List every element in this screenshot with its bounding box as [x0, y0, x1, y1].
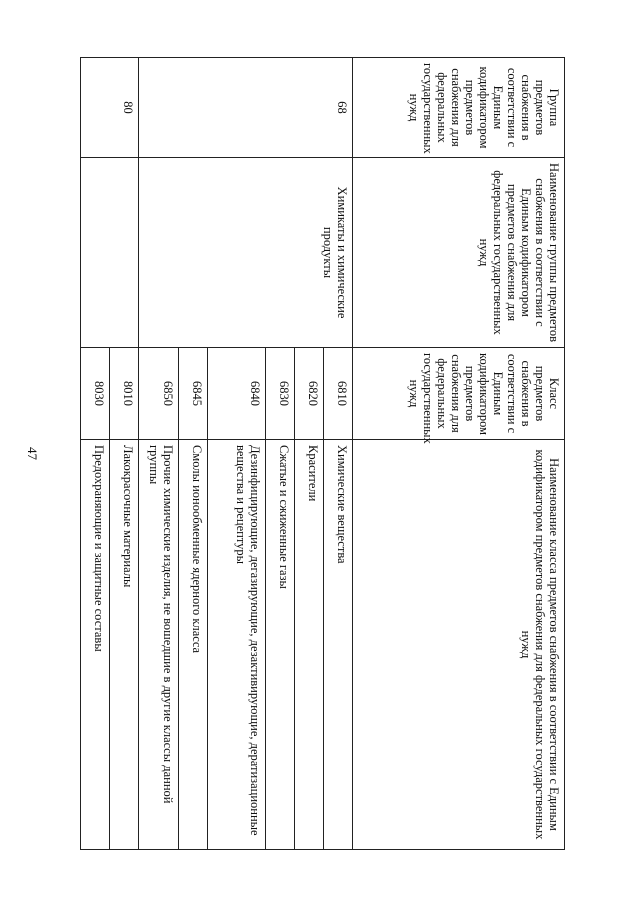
class-name-cell: Предохраняющие и защитные составы	[81, 440, 110, 850]
table-row	[110, 58, 139, 850]
class-code-cell: 6810	[324, 348, 353, 440]
class-code-cell: 6820	[295, 348, 324, 440]
class-code-cell: 8030	[81, 348, 110, 440]
class-code-cell: 6845	[179, 348, 208, 440]
group-name-cell: Химикаты и химические продукты	[139, 158, 353, 348]
page-number: 47	[25, 447, 40, 460]
class-name-cell: Лакокрасочные материалы	[110, 440, 139, 850]
header-class-name: Наименование класса предметов снабжения в соответствии с Единым кодификатором предметов снабжения для федеральных государственных нужд	[353, 440, 565, 850]
class-name-cell: Дезинфицирующие, дегазирующие, дезактивирующие, дератизационные вещества и рецептуры	[208, 440, 266, 850]
header-group-code: Группа предметов снабжения в соответствии с Единым кодификатором предметов снабжения для федеральных государственных нужд	[353, 58, 565, 158]
class-code-cell: 6830	[266, 348, 295, 440]
header-group-name: Наименование группы предметов снабжения в соответствии с Единым кодификатором предметов снабжения для федеральных государственных нужд	[353, 158, 565, 348]
group-code-cell: 68	[139, 58, 353, 158]
supply-classes-table	[80, 57, 565, 850]
header-class-code: Класс предметов снабжения в соответствии с Единым кодификатором предметов снабжения для федеральных государственных нужд	[353, 348, 565, 440]
rotated-table-container	[81, 57, 565, 849]
class-code-cell: 6840	[208, 348, 266, 440]
class-name-cell: Смолы ионообменные ядерного класса	[179, 440, 208, 850]
class-code-cell: 8010	[110, 348, 139, 440]
class-name-cell: Красители	[295, 440, 324, 850]
table-row	[324, 58, 353, 850]
header-row	[353, 58, 565, 850]
group-name-cell	[81, 158, 139, 348]
class-name-cell: Химические вещества	[324, 440, 353, 850]
class-code-cell: 6850	[139, 348, 179, 440]
class-name-cell: Сжатые и сжиженные газы	[266, 440, 295, 850]
class-name-cell: Прочие химические изделия, не вошедшие в другие классы данной группы	[139, 440, 179, 850]
group-code-cell: 80	[81, 58, 139, 158]
